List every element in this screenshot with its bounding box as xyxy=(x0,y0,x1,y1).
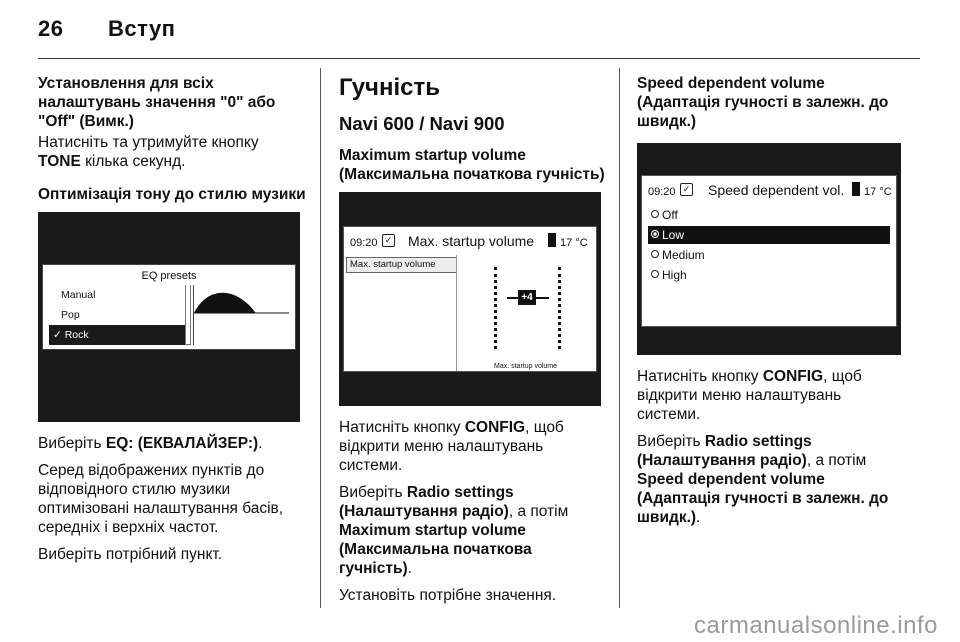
config-key: CONFIG xyxy=(762,368,824,385)
select-tail: . xyxy=(696,509,701,526)
navi-panel xyxy=(343,226,597,372)
section-title: Вступ xyxy=(108,16,176,41)
menu-item-max-startup-volume[interactable]: Max. startup volume xyxy=(346,257,457,273)
max-volume-heading: Maximum startup volume (Максимальна початкова гучність) xyxy=(339,147,605,183)
option-label: Medium xyxy=(662,248,705,262)
column-2 xyxy=(339,74,607,613)
volume-scale-left xyxy=(494,267,497,349)
option-high[interactable] xyxy=(648,266,890,284)
speed-volume-heading: Speed dependent volume (Адаптація гучності в залежн. до швидк.) xyxy=(637,75,889,130)
checkbox-icon: ✓ xyxy=(680,183,693,196)
option-low-selected[interactable] xyxy=(648,226,890,244)
eq-preset-item[interactable]: Manual xyxy=(61,289,96,301)
volume-title: Гучність xyxy=(339,74,440,101)
navi-subtitle: Navi 600 / Navi 900 xyxy=(339,113,505,134)
eq-scrollbar[interactable] xyxy=(185,285,191,345)
config-paragraph xyxy=(637,367,905,424)
radio-settings-option: Radio settings (Налаштування радіо) xyxy=(637,433,812,469)
radio-settings-option: Radio settings (Налаштування радіо) xyxy=(339,484,514,520)
panel-divider xyxy=(456,255,457,371)
radio-selected-icon xyxy=(651,230,659,238)
select-text: Виберіть xyxy=(637,433,705,450)
select-radio-paragraph xyxy=(339,483,607,578)
eq-presets-screen xyxy=(38,212,300,422)
eq-option: EQ: (ЕКВАЛАЙЗЕР:) xyxy=(105,435,259,452)
reset-text: Натисніть та утримуйте кнопку xyxy=(38,134,259,151)
eq-curve-graph xyxy=(193,285,289,345)
eq-preset-list xyxy=(49,285,185,345)
volume-value-badge[interactable]: +4 xyxy=(518,290,536,305)
screen-title: Speed dependent vol. xyxy=(708,182,845,198)
eq-title: EQ presets xyxy=(141,270,197,282)
select-tail: . xyxy=(258,435,263,452)
option-off[interactable] xyxy=(648,206,890,224)
eq-description: Серед відображених пунктів до відповідного стилю музики оптимізовані налаштування басів, середніх і верхніх частот. xyxy=(38,462,284,536)
choose-paragraph: Виберіть потрібний пункт. xyxy=(38,546,223,563)
radio-icon xyxy=(651,250,659,258)
select-eq-paragraph xyxy=(38,434,308,453)
column-1 xyxy=(38,74,308,572)
clock: 09:20 xyxy=(648,186,676,198)
select-radio-paragraph xyxy=(637,432,905,527)
column-divider xyxy=(619,68,620,608)
eq-preset-item[interactable]: Pop xyxy=(61,309,80,321)
eq-preset-item-selected[interactable]: ✓ Rock xyxy=(49,325,185,345)
config-paragraph xyxy=(339,418,607,475)
tone-key: TONE xyxy=(38,153,81,170)
reset-heading: Установлення для всіх налаштувань значення "0" або "Off" (Вимк.) xyxy=(38,75,276,130)
status-bar xyxy=(642,176,896,204)
screen-title: Max. startup volume xyxy=(408,233,535,249)
status-bar xyxy=(344,227,596,255)
max-volume-option: Maximum startup volume (Максимальна початкова гучність) xyxy=(339,522,532,577)
volume-caption: Max. startup volume xyxy=(494,363,558,370)
option-label: Off xyxy=(662,208,678,222)
then-text: , а потім xyxy=(508,503,569,520)
reset-paragraph xyxy=(38,133,308,171)
select-text: Виберіть xyxy=(339,484,407,501)
header-rule xyxy=(38,58,920,59)
config-tail: , щоб відкрити меню налаштувань системи. xyxy=(637,368,862,423)
battery-icon xyxy=(852,182,860,196)
option-label: Low xyxy=(662,228,685,242)
checkbox-icon: ✓ xyxy=(382,234,395,247)
config-key: CONFIG xyxy=(464,419,526,436)
config-text: Натисніть кнопку xyxy=(637,368,763,385)
watermark: carmanualsonline.info xyxy=(694,612,938,639)
then-text: , а потім xyxy=(806,452,867,469)
config-tail: , щоб відкрити меню налаштувань системи. xyxy=(339,419,564,474)
volume-scale-right xyxy=(558,267,561,349)
column-divider xyxy=(320,68,321,608)
radio-icon xyxy=(651,270,659,278)
max-startup-volume-screen xyxy=(339,192,601,406)
clock: 09:20 xyxy=(350,237,378,249)
temperature: 17 °C xyxy=(864,186,892,198)
page-header xyxy=(38,16,175,42)
speed-volume-option: Speed dependent volume (Адаптація гучності в залежн. до швидк.) xyxy=(637,471,889,526)
eq-panel xyxy=(42,264,296,350)
set-value-paragraph: Установіть потрібне значення. xyxy=(339,587,557,604)
select-text: Виберіть xyxy=(38,435,106,452)
option-label: High xyxy=(662,268,687,282)
reset-tail: кілька секунд. xyxy=(80,153,186,170)
speed-dependent-volume-screen xyxy=(637,143,901,355)
temperature: 17 °C xyxy=(560,237,588,249)
battery-icon xyxy=(548,233,556,247)
page-number: 26 xyxy=(38,16,64,41)
optimize-heading: Оптимізація тону до стилю музики xyxy=(38,186,306,203)
navi-panel xyxy=(641,175,897,327)
radio-icon xyxy=(651,210,659,218)
config-text: Натисніть кнопку xyxy=(339,419,465,436)
select-tail: . xyxy=(407,560,412,577)
column-3 xyxy=(637,74,905,535)
option-medium[interactable] xyxy=(648,246,890,264)
